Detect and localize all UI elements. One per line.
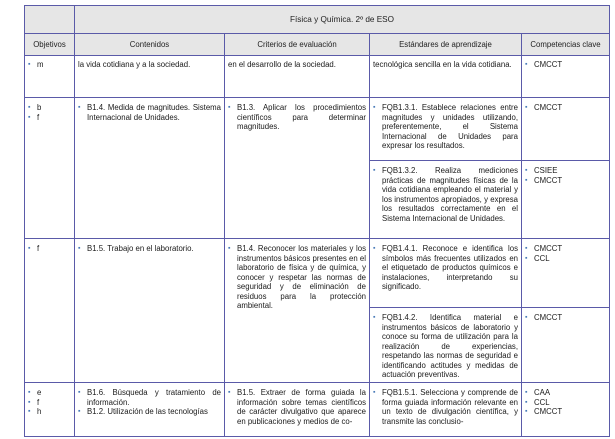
table-row — [25, 98, 610, 161]
estandares-cell — [370, 239, 522, 308]
competencia-item: ▪ CMCCT — [525, 176, 606, 186]
competencias-cell — [522, 56, 610, 98]
objetivos-cell — [25, 98, 75, 239]
table-title: Física y Química. 2º de ESO — [75, 6, 610, 34]
estandares-cell — [370, 308, 522, 383]
competencias-cell — [522, 383, 610, 437]
criterio-item: ▪ B1.3. Aplicar los procedimientos científicos para determinar magnitudes. — [228, 103, 366, 132]
header-objetivos: Objetivos — [25, 34, 75, 56]
competencias-cell — [522, 161, 610, 239]
header-criterios: Criterios de evaluación — [225, 34, 370, 56]
competencias-cell — [522, 239, 610, 308]
criterio-item: ▪ B1.4. Reconocer los materiales y los instrumentos básicos presentes en el laboratorio de física y de química, y conocer y respetar las normas de seguridad y de eliminación de residuos para la protección ambiental. — [228, 244, 366, 311]
estandar-item: ▪ FQB1.5.1. Selecciona y comprende de forma guiada información relevante en un texto de divulgación científica, y transmite las conclusio- — [373, 388, 518, 426]
objetivo-item: ▪ m — [28, 60, 71, 70]
objetivo-item: ▪ e — [28, 388, 71, 398]
objetivos-cell — [25, 383, 75, 437]
competencias-cell — [522, 308, 610, 383]
estandar-item: ▪ FQB1.4.2. Identifica material e instrumentos básicos de laboratorio y conoce su forma de utilización para la realización de experiencias, respetando las normas de seguridad e identificando actitudes y medidas de actuación preventivas. — [373, 313, 518, 380]
competencia-item: ▪ CSIEE — [525, 166, 606, 176]
contenidos-cell — [75, 239, 225, 383]
contenidos-cell: la vida cotidiana y a la sociedad. — [75, 56, 225, 98]
contenidos-cell — [75, 383, 225, 437]
contenido-item: ▪ B1.5. Trabajo en el laboratorio. — [78, 244, 221, 254]
title-corner-cell — [25, 6, 75, 34]
objetivo-item: ▪ h — [28, 407, 71, 417]
competencia-item: ▪ CMCCT — [525, 313, 606, 323]
estandares-cell — [370, 98, 522, 161]
curriculum-table — [24, 5, 610, 437]
contenido-item: ▪ B1.4. Medida de magnitudes. Sistema Internacional de Unidades. — [78, 103, 221, 122]
header-contenidos: Contenidos — [75, 34, 225, 56]
estandares-cell: tecnológica sencilla en la vida cotidiana. — [370, 56, 522, 98]
competencias-cell — [522, 98, 610, 161]
competencia-item: ▪ CMCCT — [525, 407, 606, 417]
estandares-cell — [370, 383, 522, 437]
competencia-item: ▪ CAA — [525, 388, 606, 398]
objetivos-cell — [25, 239, 75, 383]
contenido-item: ▪ B1.2. Utilización de las tecnologías — [78, 407, 221, 417]
table-row — [25, 56, 610, 98]
estandares-cell — [370, 161, 522, 239]
objetivo-item: ▪ b — [28, 103, 71, 113]
competencia-item: ▪ CMCCT — [525, 244, 606, 254]
competencia-item: ▪ CMCCT — [525, 60, 606, 70]
criterios-cell — [225, 383, 370, 437]
criterios-cell — [225, 239, 370, 383]
criterios-cell — [225, 98, 370, 239]
table-row — [25, 239, 610, 308]
estandar-item: ▪ FQB1.4.1. Reconoce e identifica los símbolos más frecuentes utilizados en el etiquetado de productos químicos e instalaciones, interpretando su significado. — [373, 244, 518, 292]
header-competencias: Competencias clave — [522, 34, 610, 56]
estandar-item: ▪ FQB1.3.2. Realiza mediciones prácticas de magnitudes físicas de la vida cotidiana empleando el material y los instrumentos apropiados, y expresa los resultados correctamente en el Sistema Internacional de Unidades. — [373, 166, 518, 223]
objetivo-item: ▪ f — [28, 244, 71, 254]
criterio-item: ▪ B1.5. Extraer de forma guiada la información sobre temas científicos de carácter divulgativo que aparece en publicaciones y medios de co- — [228, 388, 366, 426]
contenido-item: ▪ B1.6. Búsqueda y tratamiento de información. — [78, 388, 221, 407]
competencia-item: ▪ CCL — [525, 398, 606, 408]
competencia-item: ▪ CCL — [525, 254, 606, 264]
header-estandares: Estándares de aprendizaje — [370, 34, 522, 56]
objetivo-item: ▪ f — [28, 398, 71, 408]
table-row — [25, 383, 610, 437]
criterios-cell: en el desarrollo de la sociedad. — [225, 56, 370, 98]
objetivos-cell — [25, 56, 75, 98]
competencia-item: ▪ CMCCT — [525, 103, 606, 113]
contenidos-cell — [75, 98, 225, 239]
objetivo-item: ▪ f — [28, 113, 71, 123]
estandar-item: ▪ FQB1.3.1. Establece relaciones entre magnitudes y unidades utilizando, preferentemente, el Sistema Internacional de Unidades para expresar los resultados. — [373, 103, 518, 151]
